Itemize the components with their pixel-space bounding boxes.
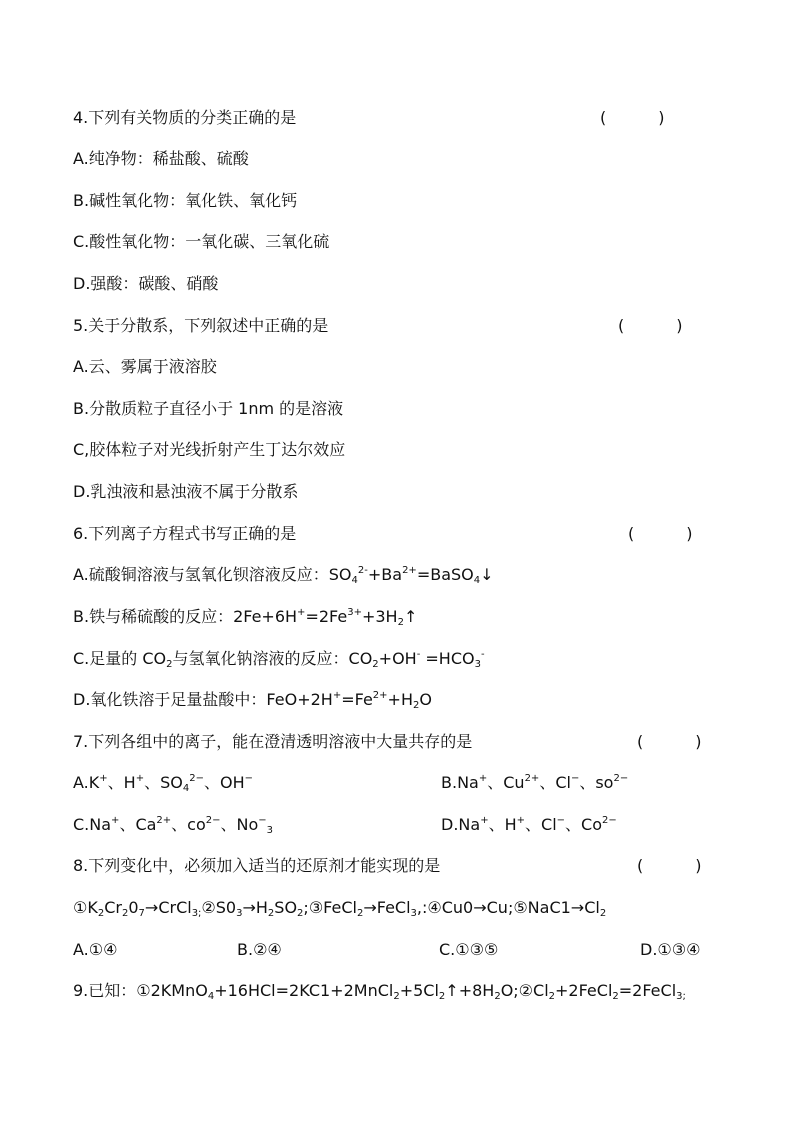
- q6-option-b: B.铁与稀硫酸的反应：$2Fe+6H^+=2Fe^{3+}+3H_2↑$: [73, 607, 418, 628]
- q4-stem: 4.下列有关物质的分类正确的是: [73, 108, 297, 127]
- q8-option-c: C.①③⑤: [439, 940, 499, 959]
- q5-option-a: A.云、雾属于液溶胶: [73, 357, 217, 376]
- q8-option-b: B.②④: [237, 940, 282, 959]
- q8-stem: 8.下列变化中，必须加入适当的还原剂才能实现的是: [73, 856, 441, 875]
- q8-conversions: $①K_2Cr_20_7\to CrCl_{3;}②S0_3\to H_2SO_2;③FeCl_2\to FeCl_3,:④Cu0\to Cu;⑤NaC1\to Cl_2$: [73, 898, 607, 919]
- q9-stem: 9.已知：$①2KMnO_4+16HCl=2KC1+2MnCl_2+5Cl_2↑+8H_2O;②Cl_2+2FeCl_2=2FeCl_{3;}$: [73, 981, 686, 1002]
- q5-option-b: B.分散质粒子直径小于 1nm 的是溶液: [73, 399, 344, 418]
- q7-option-a: A.K+、H+、$SO_4^{2-}$、OH−: [73, 773, 253, 794]
- q6-answer-blank: ( ): [628, 524, 693, 543]
- q7-option-b: B.Na+、$Cu^{2+}$、Cl−、$so^{2-}$: [441, 773, 629, 792]
- q8-answer-blank: ( ): [637, 856, 702, 875]
- q4-option-d: D.强酸：碳酸、硝酸: [73, 274, 219, 293]
- q4-answer-blank: ( ): [600, 108, 665, 127]
- q5-stem: 5.关于分散系，下列叙述中正确的是: [73, 316, 329, 335]
- q8-option-d: D.①③④: [640, 940, 701, 959]
- q6-option-d: D.氧化铁溶于足量盐酸中：$FeO+2H^+=Fe^{2+}+H_2O$: [73, 690, 432, 711]
- q4-option-a: A.纯净物：稀盐酸、硫酸: [73, 149, 249, 168]
- q5-option-d: D.乳浊液和悬浊液不属于分散系: [73, 482, 299, 501]
- q8-option-a: A.①④: [73, 940, 118, 959]
- q7-answer-blank: ( ): [637, 732, 702, 751]
- q4-option-c: C.酸性氧化物：一氧化碳、三氧化硫: [73, 232, 330, 251]
- q5-answer-blank: ( ): [618, 316, 683, 335]
- q6-stem: 6.下列离子方程式书写正确的是: [73, 524, 297, 543]
- q4-option-b: B.碱性氧化物：氧化铁、氧化钙: [73, 191, 298, 210]
- q5-option-c: C,胶体粒子对光线折射产生丁达尔效应: [73, 440, 346, 459]
- q7-option-d: D.Na+、H+、Cl−、$Co^{2-}$: [441, 815, 617, 834]
- q7-option-c: C.Na+、$Ca^{2+}$、$co^{2-}$、$No^-_3$: [73, 815, 274, 836]
- q7-stem: 7.下列各组中的离子，能在澄清透明溶液中大量共存的是: [73, 732, 473, 751]
- q6-option-a: A.硫酸铜溶液与氢氧化钡溶液反应：$SO_4^{2-}+Ba^{2+}=BaSO_4↓$: [73, 565, 494, 586]
- q6-option-c: C.足量的 $CO_2$与氢氧化钠溶液的反应：$CO_2+OH^- =HCO_3^-$: [73, 649, 485, 670]
